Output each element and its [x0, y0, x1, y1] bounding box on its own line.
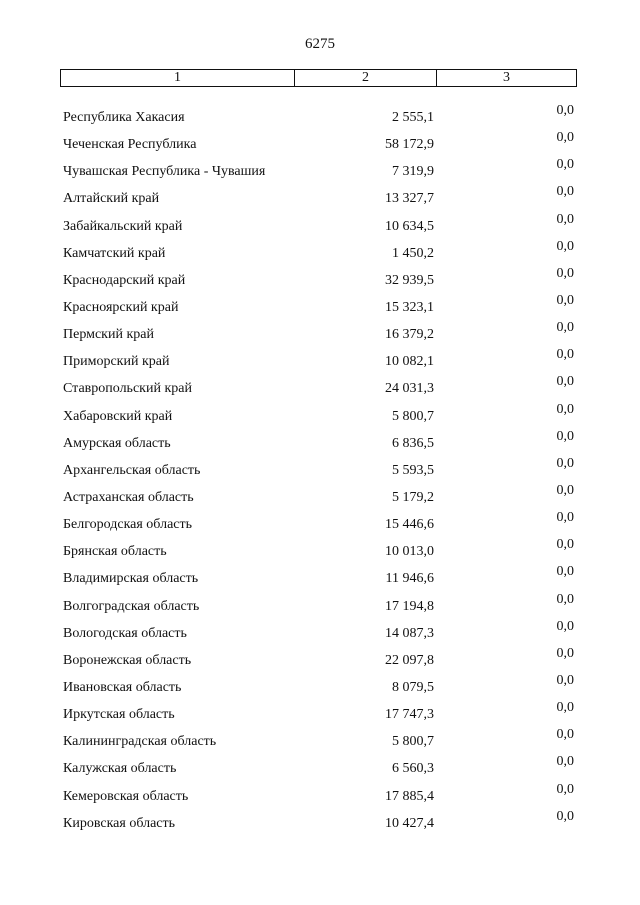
table-row: [0, 157, 640, 189]
region-name: Воронежская область: [63, 652, 192, 668]
column-2-value: 24 031,3: [385, 381, 434, 397]
table-row: [0, 482, 640, 515]
column-3-value: 0,0: [556, 347, 574, 363]
table-row: [0, 564, 640, 596]
column-2-value: 6 560,3: [392, 761, 434, 777]
region-name: Хабаровский край: [63, 408, 173, 424]
column-2-value: 15 446,6: [385, 517, 434, 533]
region-name: Краснодарский край: [63, 272, 186, 288]
column-2-value: 11 946,6: [385, 571, 434, 587]
column-3-value: 0,0: [556, 700, 574, 716]
table-row: [0, 238, 640, 271]
column-2-value: 5 800,7: [392, 734, 434, 750]
table-row: [0, 672, 640, 705]
region-name: Пермский край: [63, 327, 154, 343]
column-2-value: 14 087,3: [385, 625, 434, 641]
column-header-2: 2: [295, 70, 437, 86]
region-name: Кировская область: [63, 815, 176, 831]
column-3-value: 0,0: [556, 401, 574, 417]
column-2-value: 58 172,9: [385, 137, 434, 153]
column-3-value: 0,0: [556, 238, 574, 254]
column-2-value: 7 319,9: [392, 164, 434, 180]
column-3-value: 0,0: [556, 537, 574, 553]
column-3-value: 0,0: [556, 211, 574, 227]
table-row: [0, 591, 640, 624]
column-3-value: 0,0: [556, 482, 574, 498]
table-row: [0, 537, 640, 569]
table-row: [0, 211, 640, 244]
column-3-value: 0,0: [556, 618, 574, 634]
page-number: 6275: [305, 36, 335, 52]
region-name: Волгоградская область: [63, 598, 200, 614]
column-3-value: 0,0: [556, 428, 574, 444]
column-2-value: 10 634,5: [385, 218, 434, 234]
column-3-value: 0,0: [556, 292, 574, 308]
region-name: Камчатский край: [63, 245, 166, 261]
column-3-value: 0,0: [556, 103, 574, 118]
region-name: Красноярский край: [63, 299, 179, 315]
region-name: Белгородская область: [63, 517, 193, 533]
region-name: Республика Хакасия: [63, 110, 185, 125]
column-3-value: 0,0: [556, 184, 574, 200]
region-name: Вологодская область: [63, 625, 187, 641]
column-3-value: 0,0: [556, 727, 574, 743]
column-3-value: 0,0: [556, 510, 574, 526]
column-3-value: 0,0: [556, 455, 574, 471]
column-3-value: 0,0: [556, 781, 574, 797]
table-row: [0, 428, 640, 461]
region-name: Приморский край: [63, 354, 170, 370]
region-name: Амурская область: [63, 435, 171, 451]
column-2-value: 17 747,3: [385, 707, 434, 723]
column-2-value: 10 427,4: [385, 815, 434, 831]
table-row: [0, 347, 640, 379]
column-3-value: 0,0: [556, 808, 574, 824]
table-row: [0, 401, 640, 434]
table-row: [0, 727, 640, 759]
table-row: [0, 320, 640, 352]
column-3-value: 0,0: [556, 157, 574, 173]
column-2-value: 2 555,1: [392, 110, 434, 125]
column-2-value: 10 082,1: [385, 354, 434, 370]
column-2-value: 17 194,8: [385, 598, 434, 614]
column-header-3: 3: [503, 70, 510, 85]
column-2-value: 6 836,5: [392, 435, 434, 451]
column-2-value: 32 939,5: [385, 272, 434, 288]
table-row: [0, 700, 640, 732]
column-3-value: 0,0: [556, 591, 574, 607]
region-name: Ставропольский край: [63, 381, 192, 397]
region-name: Кемеровская область: [63, 788, 189, 804]
region-name: Чувашская Республика - Чувашия: [63, 164, 266, 180]
column-3-value: 0,0: [556, 374, 574, 390]
region-name: Калужская область: [63, 761, 177, 777]
column-2-value: 10 013,0: [385, 544, 434, 560]
table-row: [0, 781, 640, 814]
table-row: [0, 265, 640, 298]
table-row: [0, 510, 640, 542]
column-2-value: 13 327,7: [385, 191, 434, 207]
column-3-value: 0,0: [556, 645, 574, 661]
region-name: Калининградская область: [63, 734, 217, 750]
column-2-value: 1 450,2: [392, 245, 434, 261]
table-row: [0, 292, 640, 325]
column-3-value: 0,0: [556, 130, 574, 146]
column-2-value: 5 179,2: [392, 489, 434, 505]
table-row: [0, 808, 640, 841]
region-name: Иркутская область: [63, 707, 175, 723]
table-row: [0, 103, 640, 135]
region-name: Владимирская область: [63, 571, 199, 587]
table-row: [0, 184, 640, 216]
column-2-value: 5 593,5: [392, 462, 434, 478]
column-3-value: 0,0: [556, 672, 574, 688]
column-3-value: 0,0: [556, 265, 574, 281]
column-2-value: 16 379,2: [385, 327, 434, 343]
table-header: [60, 69, 577, 87]
region-name: Забайкальский край: [63, 218, 183, 234]
column-2-value: 5 800,7: [392, 408, 434, 424]
table-row: [0, 618, 640, 651]
column-header-1: 1: [61, 70, 295, 86]
column-3-value: 0,0: [556, 754, 574, 770]
region-name: Алтайский край: [63, 191, 160, 207]
table-row: [0, 645, 640, 678]
region-name: Брянская область: [63, 544, 167, 560]
column-2-value: 22 097,8: [385, 652, 434, 668]
column-3-value: 0,0: [556, 320, 574, 336]
table-row: [0, 754, 640, 786]
region-name: Чеченская Республика: [63, 137, 197, 153]
column-2-value: 15 323,1: [385, 299, 434, 315]
region-name: Архангельская область: [63, 462, 201, 478]
column-2-value: 8 079,5: [392, 679, 434, 695]
column-2-value: 17 885,4: [385, 788, 434, 804]
table-row: [0, 130, 640, 162]
column-3-value: 0,0: [556, 564, 574, 580]
table-row: [0, 374, 640, 406]
table-body: [0, 103, 640, 841]
region-name: Астраханская область: [63, 489, 194, 505]
table-row: [0, 455, 640, 488]
region-name: Ивановская область: [63, 679, 182, 695]
